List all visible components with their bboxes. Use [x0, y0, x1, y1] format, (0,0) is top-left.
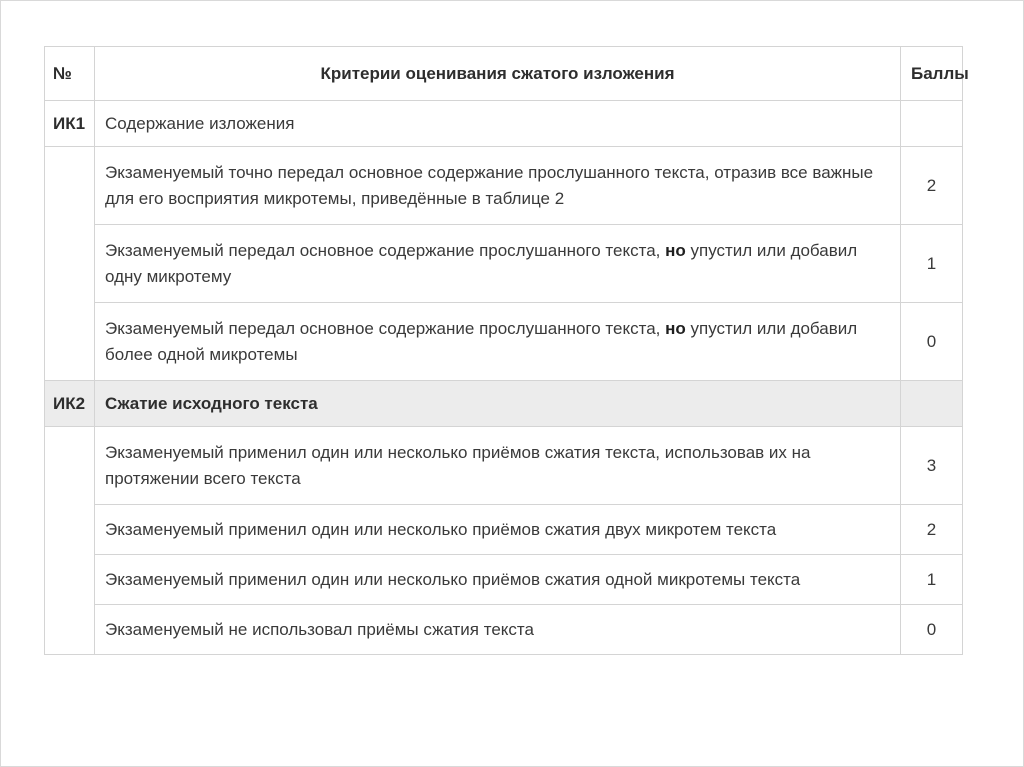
criterion-score: 0	[901, 605, 963, 655]
table-header-row	[45, 47, 963, 101]
criteria-table	[44, 46, 969, 655]
criterion-text: Экзаменуемый передал основное содержание прослушанного текста, но упустил или добавил одну микротему	[95, 225, 901, 303]
criterion-text: Экзаменуемый передал основное содержание прослушанного текста, но упустил или добавил более одной микротемы	[95, 303, 901, 381]
empty-number-cell	[45, 427, 95, 655]
table-row	[45, 147, 963, 225]
table-row	[45, 505, 963, 555]
criterion-score: 0	[901, 303, 963, 381]
empty-number-cell	[45, 147, 95, 381]
criteria-sheet	[44, 46, 969, 658]
criterion-score: 2	[901, 147, 963, 225]
criterion-text: Экзаменуемый не использовал приёмы сжатия текста	[95, 605, 901, 655]
table-row	[45, 605, 963, 655]
section-title: Сжатие исходного текста	[95, 381, 901, 427]
criterion-text: Экзаменуемый точно передал основное содержание прослушанного текста, отразив все важные для его восприятия микротемы, приведённые в таблице 2	[95, 147, 901, 225]
section-id: ИК1	[45, 101, 95, 147]
header-number: №	[45, 47, 95, 101]
table-row	[45, 427, 963, 505]
section-id: ИК2	[45, 381, 95, 427]
section-title: Содержание изложения	[95, 101, 901, 147]
table-row	[45, 225, 963, 303]
criterion-score: 1	[901, 555, 963, 605]
section-score-empty	[901, 101, 963, 147]
table-row	[45, 303, 963, 381]
criterion-text: Экзаменуемый применил один или несколько приёмов сжатия одной микротемы текста	[95, 555, 901, 605]
criterion-text: Экзаменуемый применил один или несколько приёмов сжатия двух микротем текста	[95, 505, 901, 555]
criterion-score: 1	[901, 225, 963, 303]
section-score-empty	[901, 381, 963, 427]
criterion-score: 2	[901, 505, 963, 555]
table-row	[45, 555, 963, 605]
criterion-score: 3	[901, 427, 963, 505]
criterion-text: Экзаменуемый применил один или несколько приёмов сжатия текста, использовав их на протяжении всего текста	[95, 427, 901, 505]
header-criteria: Критерии оценивания сжатого изложения	[95, 47, 901, 101]
header-score: Баллы	[901, 47, 963, 101]
section-row-ik1	[45, 101, 963, 147]
section-row-ik2	[45, 381, 963, 427]
